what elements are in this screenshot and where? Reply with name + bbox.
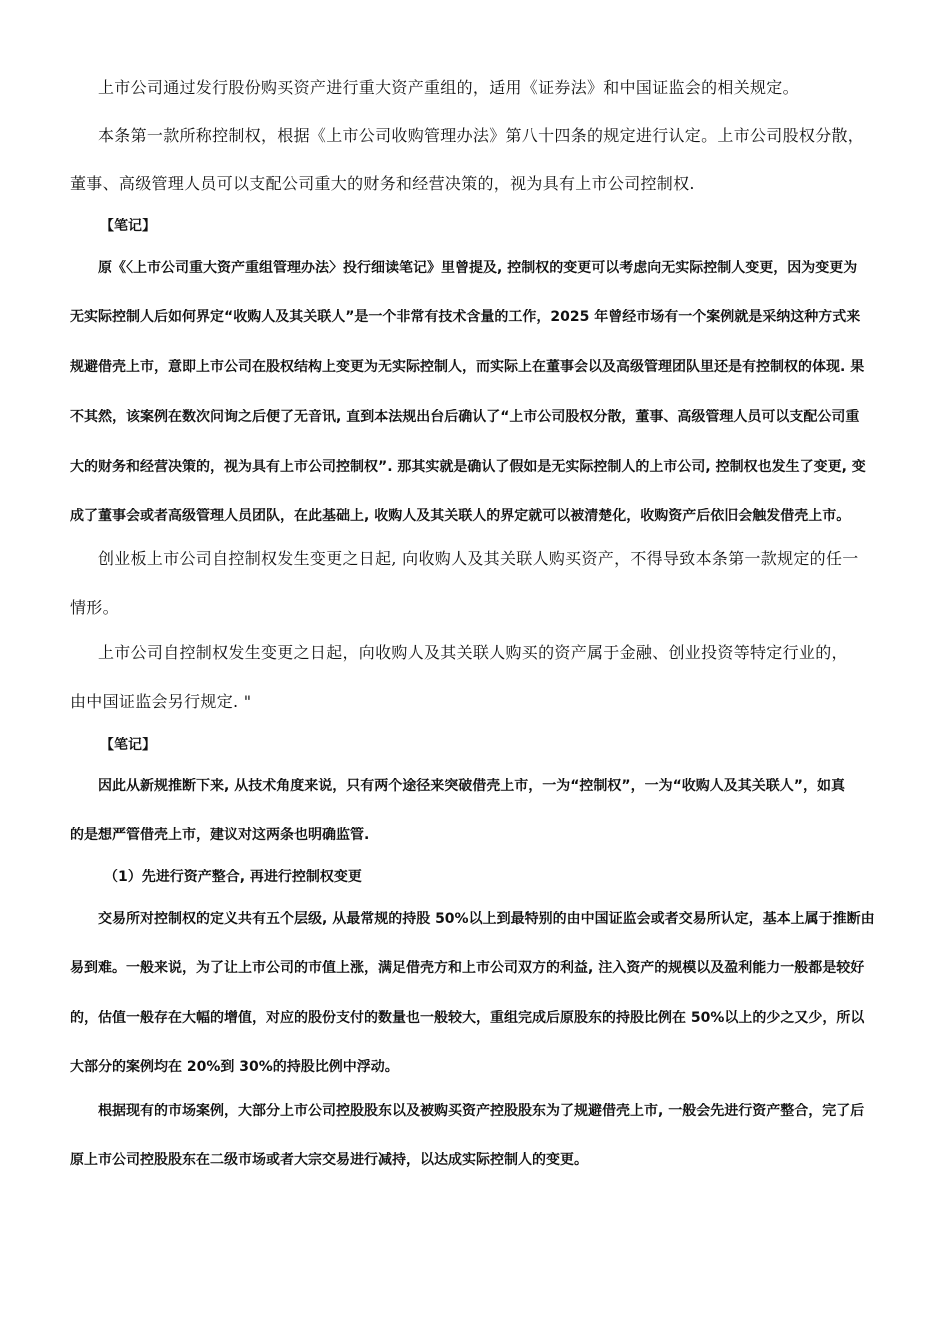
note-2-para-1-line-4: 大部分的案例均在 20%到 30%的持股比例中浮动。 xyxy=(70,1059,399,1075)
note-2-line-2: 的是想严管借壳上市，建议对这两条也明确监管. xyxy=(70,827,370,843)
paragraph-3-line-2: 情形。 xyxy=(70,598,119,617)
note-1-line-1: 原《〈上市公司重大资产重组管理办法〉投行细读笔记》里曾提及, 控制权的变更可以考虑向无实际控制人变更，因为变更为 xyxy=(98,260,858,276)
paragraph-1-line-1: 上市公司通过发行股份购买资产进行重大资产重组的，适用《证券法》和中国证监会的相关规定。 xyxy=(98,78,799,97)
note-1-line-3: 规避借壳上市，意即上市公司在股权结构上变更为无实际控制人，而实际上在董事会以及高级管理团队里还是有控制权的体现. 果 xyxy=(70,359,865,375)
note-1-line-5: 大的财务和经营决策的，视为具有上市公司控制权”. 那其实就是确认了假如是无实际控制人的上市公司, 控制权也发生了变更, 变 xyxy=(70,459,866,475)
note-heading-1: 【笔记】 xyxy=(100,218,156,234)
note-2-para-1-line-3: 的，估值一般存在大幅的增值，对应的股份支付的数量也一般较大，重组完成后原股东的持股比例在 50%以上的少之又少，所以 xyxy=(70,1010,865,1026)
note-2-line-1: 因此从新规推断下来, 从技术角度来说，只有两个途径来突破借壳上市，一为“控制权”，一为“收购人及其关联人”，如真 xyxy=(98,778,845,794)
note-2-para-1-line-1: 交易所对控制权的定义共有五个层级, 从最常规的持股 50%以上到最特别的由中国证监会或者交易所认定，基本上属于推断由 xyxy=(98,911,875,927)
paragraph-2-line-2: 董事、高级管理人员可以支配公司重大的财务和经营决策的，视为具有上市公司控制权. xyxy=(70,174,695,193)
note-1-line-2: 无实际控制人后如何界定“收购人及其关联人”是一个非常有技术含量的工作，2025 年曾经市场有一个案例就是采纳这种方式来 xyxy=(70,309,861,325)
note-2-para-1-line-2: 易到难。一般来说，为了让上市公司的市值上涨，满足借壳方和上市公司双方的利益, 注入资产的规模以及盈利能力一般都是较好 xyxy=(70,960,865,976)
note-1-line-4: 不其然，该案例在数次问询之后便了无音讯, 直到本法规出台后确认了“上市公司股权分散，董事、高级管理人员可以支配公司重 xyxy=(70,409,860,425)
paragraph-2-line-1: 本条第一款所称控制权，根据《上市公司收购管理办法》第八十四条的规定进行认定。上市公司股权分散， xyxy=(98,126,865,145)
note-2-subheading: （1）先进行资产整合, 再进行控制权变更 xyxy=(104,869,362,885)
paragraph-4-line-2: 由中国证监会另行规定. " xyxy=(70,692,252,711)
note-2-para-2-line-1: 根据现有的市场案例，大部分上市公司控股股东以及被购买资产控股股东为了规避借壳上市, 一般会先进行资产整合，完了后 xyxy=(98,1103,865,1119)
paragraph-3-line-1: 创业板上市公司自控制权发生变更之日起, 向收购人及其关联人购买资产，不得导致本条第一款规定的任一 xyxy=(98,549,859,568)
note-1-line-6: 成了董事会或者高级管理人员团队，在此基础上, 收购人及其关联人的界定就可以被清楚化，收购资产后依旧会触发借壳上市。 xyxy=(70,508,851,524)
paragraph-4-line-1: 上市公司自控制权发生变更之日起，向收购人及其关联人购买的资产属于金融、创业投资等特定行业的， xyxy=(98,643,848,662)
note-heading-2: 【笔记】 xyxy=(100,737,156,753)
note-2-para-2-line-2: 原上市公司控股股东在二级市场或者大宗交易进行减持，以达成实际控制人的变更。 xyxy=(70,1152,588,1168)
